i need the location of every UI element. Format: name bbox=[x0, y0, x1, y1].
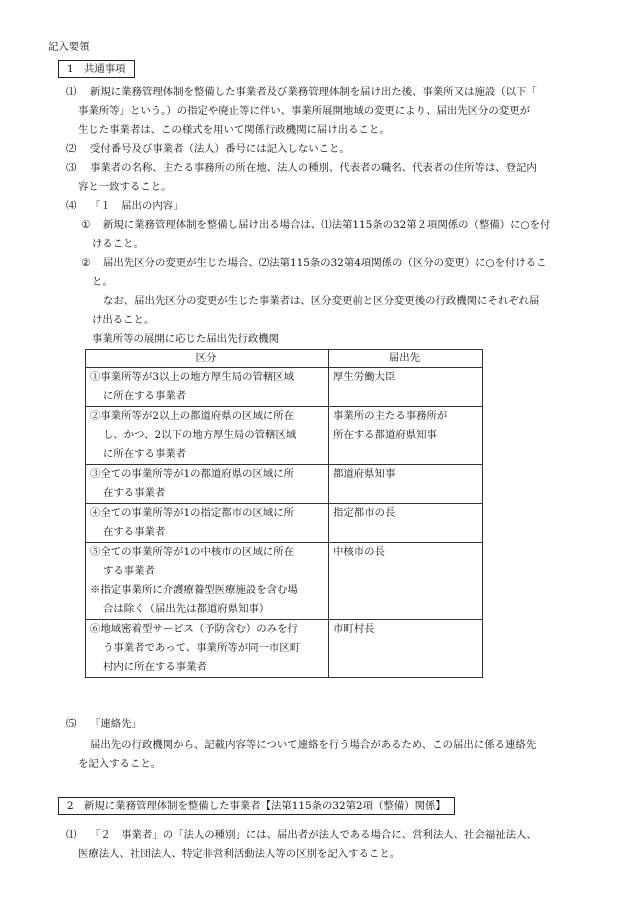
item-4-sub-2-marker: ② bbox=[81, 257, 91, 269]
section-2-item-1-line: 「２ 事業者」の「法人の種別」には、届出者が法人である場合に、営利法人、社会福祉法人、 bbox=[90, 829, 537, 841]
item-3-marker: ⑶ bbox=[66, 162, 77, 174]
item-1-line: 事業所等」という。）の指定や廃止等に伴い、事業所展開地域の変更により、届出先区分の変更が bbox=[78, 105, 530, 117]
table-cell-category bbox=[86, 407, 329, 465]
item-2-marker: ⑵ bbox=[66, 143, 77, 155]
item-5-line: 届出先の行政機関から、記載内容等について連絡を行う場合があるため、この届出に係る連絡先 bbox=[90, 739, 537, 751]
item-4-sub-1-line: 新規に業務管理体制を整備し届け出る場合は、⑴法第115条の32第２項関係の（整備）に○を付 bbox=[103, 219, 551, 231]
table-caption: 事業所等の展開に応じた届出先行政機関 bbox=[92, 333, 280, 345]
item-2-text: 受付番号及び事業者（法人）番号には記入しないこと。 bbox=[90, 143, 350, 155]
cell-line: ⑤全ての事業所等が1の中核市の区域に所在 bbox=[90, 546, 295, 558]
page-title: 記入要領 bbox=[48, 41, 90, 53]
item-4-note-line: なお、届出先区分の変更が生じた事業者は、区分変更前と区分変更後の行政機関にそれぞれ届 bbox=[103, 295, 540, 307]
cell-line: 合は除く（届出先は都道府県知事） bbox=[103, 603, 270, 615]
cell-line: する事業者 bbox=[103, 565, 155, 577]
item-4-note-line: け出ること。 bbox=[92, 314, 155, 326]
table-row bbox=[86, 368, 483, 407]
table-cell-destination bbox=[329, 407, 483, 465]
item-5-text: 「連絡先」 bbox=[90, 718, 142, 730]
item-3-line: 容と一致すること。 bbox=[78, 181, 172, 193]
table-row bbox=[86, 407, 483, 465]
table-cell-destination bbox=[329, 504, 483, 543]
table-row bbox=[86, 465, 483, 504]
cell-line: 都道府県知事 bbox=[333, 468, 396, 480]
item-5-marker: ⑸ bbox=[66, 718, 77, 730]
item-1-marker: ⑴ bbox=[66, 86, 77, 98]
item-4-sub-1-line: けること。 bbox=[92, 238, 144, 250]
cell-line: ※指定事業所に介護療養型医療施設を含む場 bbox=[90, 584, 298, 596]
cell-line: ①事業所等が3以上の地方厚生局の管轄区域 bbox=[90, 371, 295, 383]
table-row bbox=[86, 543, 483, 620]
table-header-category: 区分 bbox=[86, 350, 329, 368]
section-2-item-1-line: 医療法人、社団法人、特定非営利活動法人等の区別を記入すること。 bbox=[78, 848, 401, 860]
table-cell-category bbox=[86, 504, 329, 543]
cell-line: 事業所の主たる事務所が bbox=[333, 410, 448, 422]
table-cell-destination bbox=[329, 368, 483, 407]
cell-line: ②事業所等が2以上の都道府県の区域に所在 bbox=[90, 410, 295, 422]
table-cell-destination bbox=[329, 543, 483, 620]
item-4-text: 「１ 届出の内容」 bbox=[90, 200, 184, 212]
section-1-title: 1 共通事項 bbox=[58, 60, 135, 78]
cell-line: 中核市の長 bbox=[333, 546, 385, 558]
item-4-sub-1-marker: ① bbox=[81, 219, 91, 231]
cell-line: し、かつ、2以下の地方厚生局の管轄区域 bbox=[103, 429, 297, 441]
cell-line: 厚生労働大臣 bbox=[333, 371, 396, 383]
cell-line: 在する事業者 bbox=[103, 487, 166, 499]
cell-line: に所在する事業者 bbox=[103, 390, 187, 402]
cell-line: う事業者であって、事業所等が同一市区町 bbox=[103, 642, 301, 654]
table-row bbox=[86, 504, 483, 543]
table-cell-category bbox=[86, 368, 329, 407]
item-4-marker: ⑷ bbox=[66, 200, 77, 212]
cell-line: ⑥地域密着型サービス（予防含む）のみを行 bbox=[90, 623, 298, 635]
item-5-line: を記入すること。 bbox=[78, 758, 162, 770]
item-1-line: 新規に業務管理体制を整備した事業者及び業務管理体制を届け出た後、事業所又は施設（以下「 bbox=[90, 86, 537, 98]
cell-line: 市町村長 bbox=[333, 623, 375, 635]
item-3-line: 事業者の名称、主たる事務所の所在地、法人の種別、代表者の職名、代表者の住所等は、登記内 bbox=[90, 162, 537, 174]
cell-line: 指定都市の長 bbox=[333, 507, 396, 519]
table-cell-destination bbox=[329, 620, 483, 678]
item-1-line: 生じた事業者は、この様式を用いて関係行政機関に届け出ること。 bbox=[78, 124, 390, 136]
authority-table bbox=[85, 349, 483, 678]
table-row bbox=[86, 620, 483, 678]
table-cell-category bbox=[86, 620, 329, 678]
table-cell-category bbox=[86, 543, 329, 620]
cell-line: 在する事業者 bbox=[103, 526, 166, 538]
item-4-sub-2-line: と。 bbox=[92, 276, 113, 288]
cell-line: ④全ての事業所等が1の指定都市の区域に所 bbox=[90, 507, 295, 519]
cell-line: 村内に所在する事業者 bbox=[103, 661, 207, 673]
cell-line: ③全ての事業所等が1の都道府県の区域に所 bbox=[90, 468, 295, 480]
item-4-sub-2-line: 届出先区分の変更が生じた場合、⑵法第115条の32第4項関係の（区分の変更）に○を付けるこ bbox=[103, 257, 547, 269]
table-cell-destination bbox=[329, 465, 483, 504]
section-2-title: 2 新規に業務管理体制を整備した事業者【法第115条の32第2項（整備）関係】 bbox=[58, 797, 455, 815]
cell-line: に所在する事業者 bbox=[103, 448, 187, 460]
table-header-row bbox=[86, 350, 483, 368]
cell-line: 所在する都道府県知事 bbox=[333, 429, 437, 441]
table-cell-category bbox=[86, 465, 329, 504]
section-2-item-1-marker: ⑴ bbox=[66, 829, 77, 841]
table-header-destination: 届出先 bbox=[329, 350, 483, 368]
